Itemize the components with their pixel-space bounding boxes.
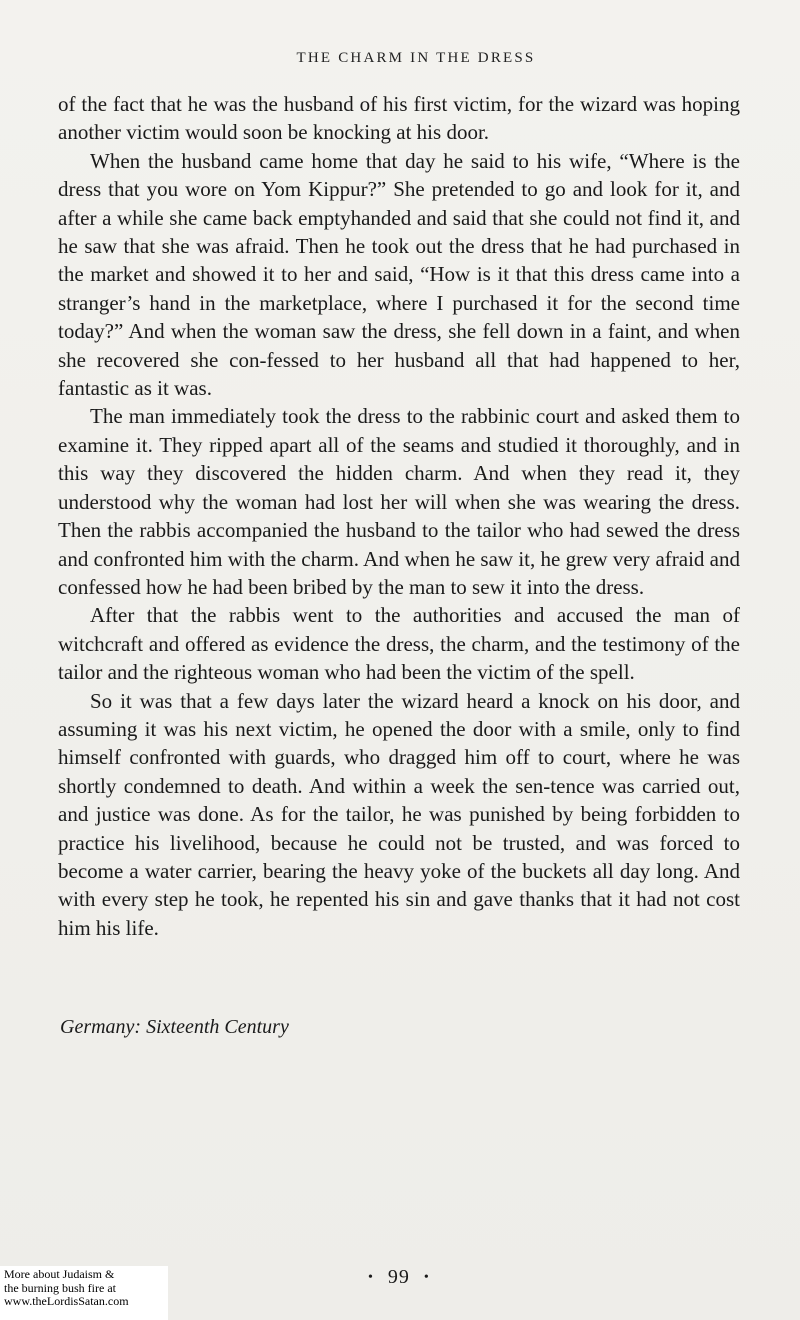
story-source: Germany: Sixteenth Century	[60, 1016, 289, 1038]
page-number: 99	[387, 1266, 410, 1288]
paragraph-continuation: of the fact that he was the husband of his first victim, for the wizard was hoping another victim would soon be knocking at his door.	[58, 92, 740, 145]
story-body	[58, 90, 740, 942]
paragraph: The man immediately took the dress to the rabbinic court and asked them to examine it. They ripped apart all of the seams and studied it thoroughly, and in this way they discovered the hidden charm. And when they read it, they understood why the woman had lost her will when she was wearing the dress. Then the rabbis accompanied the husband to the tailor who had sewed the dress and confronted him with the charm. And when he saw it, he grew very afraid and confessed how he had been bribed by the man to sew it into the dress.	[58, 404, 740, 599]
note-line: the burning bush fire at	[4, 1280, 116, 1295]
paragraph: When the husband came home that day he said to his wife, “Where is the dress that you wore on Yom Kippur?” She pretended to go and look for it, and after a while she came back emptyhanded and said that she could not find it, and he saw that she was afraid. Then he took out the dress that he had purchased in the market and showed it to her and said, “How is it that this dress came into a stranger’s hand in the marketplace, where I purchased it for the second time today?” And when the woman saw the dress, she fell down in a faint, and when she recovered she con-fessed to her husband all that had happened to her, fantastic as it was.	[58, 148, 740, 401]
note-link[interactable]: www.theLordisSatan.com	[4, 1294, 129, 1308]
page-number-line	[354, 1266, 444, 1289]
watermark-note	[0, 1266, 168, 1320]
paragraph: So it was that a few days later the wizard heard a knock on his door, and assuming it was his next victim, he opened the door with a smile, only to find himself confronted with guards, who dragged him off to court, where he was shortly condemned to death. And within a week the sen-tence was carried out, and justice was done. As for the tailor, he was punished by being forbidden to practice his livelihood, because he could not be trusted, and was forced to become a water carrier, bearing the heavy yoke of the buckets all day long. And with every step he took, he repented his sin and gave thanks that it had not cost him his life.	[58, 688, 740, 940]
ornament-dot-right: •	[423, 1270, 430, 1285]
running-head: THE CHARM IN THE DRESS	[296, 50, 536, 66]
note-line: More about Judaism &	[4, 1267, 115, 1281]
paragraph: After that the rabbis went to the authorities and accused the man of witchcraft and offered as evidence the dress, the charm, and the testimony of the tailor and the righteous woman who had been the victim of the spell.	[58, 603, 740, 685]
ornament-dot-left: •	[368, 1270, 374, 1285]
